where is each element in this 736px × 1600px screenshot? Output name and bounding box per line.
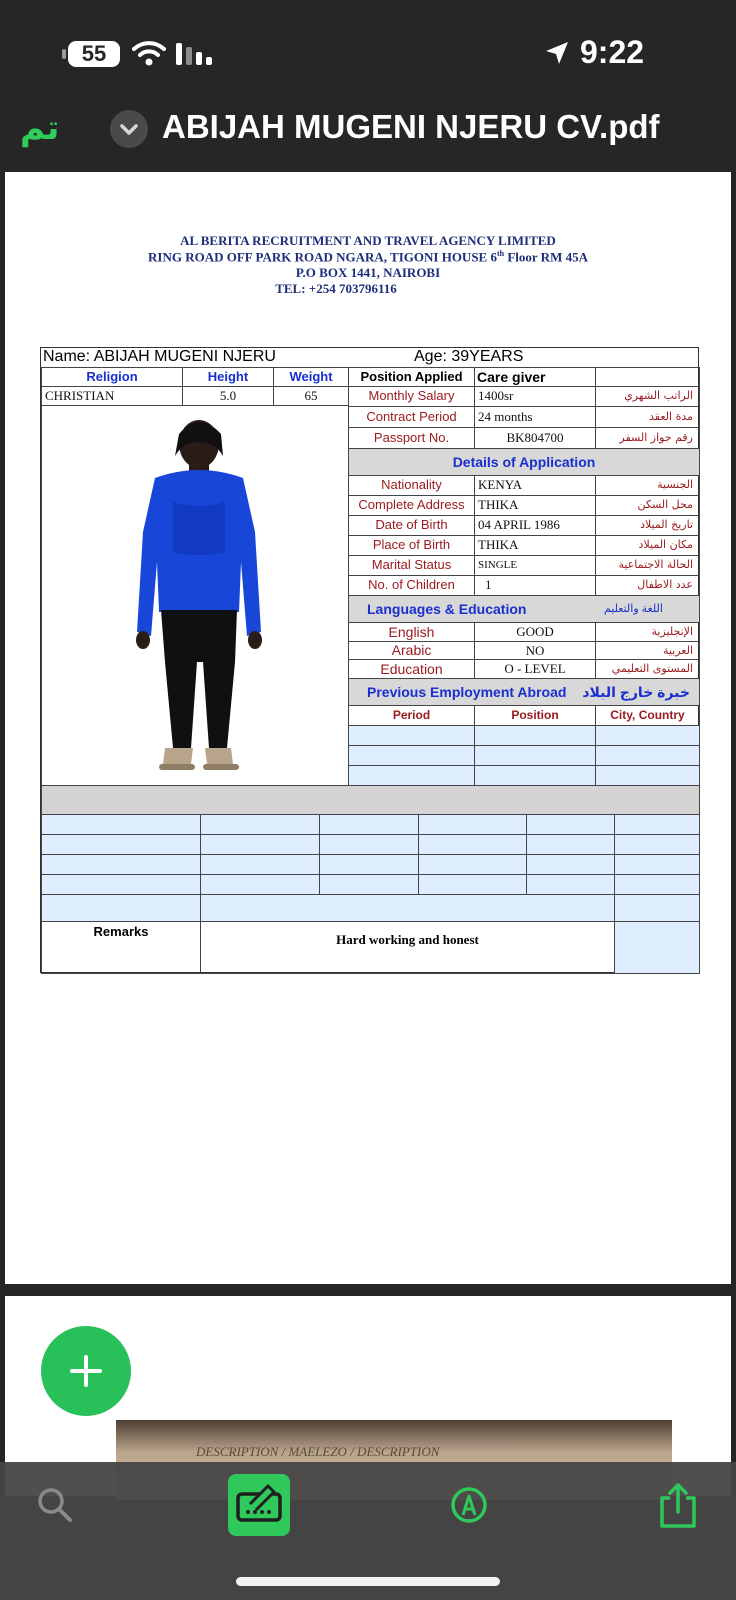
grid-cell xyxy=(614,834,700,855)
height-value: 5.0 xyxy=(182,386,274,406)
education-value: O - LEVEL xyxy=(474,659,596,679)
grid-cell xyxy=(418,834,527,855)
grid-cell xyxy=(319,854,419,875)
location-arrow-icon xyxy=(544,40,570,66)
grid-cell xyxy=(200,814,320,835)
grid-cell xyxy=(418,854,527,875)
arabic-label: Arabic xyxy=(348,641,475,660)
applicant-name: Name: ABIJAH MUGENI NJERU xyxy=(43,348,276,365)
arabic-arabic: العربية xyxy=(595,641,700,660)
previous-employment-text: Previous Employment Abroad xyxy=(367,684,567,700)
search-icon[interactable] xyxy=(36,1486,74,1524)
grid-cell xyxy=(418,874,527,895)
employment-cell xyxy=(595,725,700,746)
blank-cell xyxy=(595,367,700,387)
employment-cell xyxy=(595,765,700,786)
english-label: English xyxy=(348,622,475,642)
languages-header-text: Languages & Education xyxy=(367,601,527,617)
agency-pobox: P.O BOX 1441, NAIROBI xyxy=(295,265,441,280)
children-arabic: عدد الاطفال xyxy=(595,575,700,596)
grid-cell xyxy=(41,874,201,895)
employment-cell xyxy=(348,765,475,786)
keyboard-pencil-icon xyxy=(228,1474,290,1536)
previous-employment-arabic: خبرة خارج البلاد xyxy=(582,684,690,700)
signal-icon xyxy=(176,43,212,65)
marital-arabic: الحالة الاجتماعية xyxy=(595,555,700,576)
home-indicator[interactable] xyxy=(236,1577,500,1586)
applicant-age: Age: 39YEARS xyxy=(414,348,524,365)
languages-header-arabic: اللغة والتعليم xyxy=(604,603,663,615)
marital-label: Marital Status xyxy=(348,555,475,576)
english-value: GOOD xyxy=(474,622,596,642)
grid-cell xyxy=(319,834,419,855)
employment-cell xyxy=(595,745,700,766)
passport-arabic: رقم جواز السفر xyxy=(595,427,700,449)
status-time: 9:22 xyxy=(580,34,645,70)
chevron-down-icon xyxy=(110,110,148,148)
grid-cell xyxy=(200,894,615,922)
grid-cell xyxy=(200,834,320,855)
employment-cell xyxy=(474,745,596,766)
agency-phone: TEL: +254 703796116 xyxy=(275,281,397,296)
agency-name: AL BERITA RECRUITMENT AND TRAVEL AGENCY LIMITED xyxy=(180,233,556,248)
salary-arabic: الراتب الشهري xyxy=(595,386,700,407)
contract-value: 24 months xyxy=(474,406,596,428)
done-button[interactable]: تم xyxy=(20,108,60,148)
position-applied-label: Position Applied xyxy=(348,367,475,387)
grid-cell xyxy=(200,854,320,875)
document-title[interactable]: ABIJAH MUGENI NJERU CV.pdf xyxy=(162,108,660,145)
nationality-label: Nationality xyxy=(348,475,475,496)
pdf-page[interactable] xyxy=(5,172,731,1284)
english-arabic: الإنجليزية xyxy=(595,622,700,642)
employment-cell xyxy=(474,765,596,786)
pob-label: Place of Birth xyxy=(348,535,475,556)
battery-indicator: 55 xyxy=(68,41,120,67)
grid-cell xyxy=(614,814,700,835)
dob-label: Date of Birth xyxy=(348,515,475,536)
salary-label: Monthly Salary xyxy=(348,386,475,407)
nationality-arabic: الجنسية xyxy=(595,475,700,496)
grid-cell xyxy=(41,814,201,835)
employment-cell xyxy=(474,725,596,746)
pob-arabic: مكان الميلاد xyxy=(595,535,700,556)
employment-cell xyxy=(348,745,475,766)
grid-cell xyxy=(526,854,615,875)
nationality-value: KENYA xyxy=(474,475,596,496)
education-arabic: المستوى التعليمي xyxy=(595,659,700,679)
name-row xyxy=(41,348,700,368)
add-button[interactable] xyxy=(41,1326,131,1416)
markup-pen-icon[interactable] xyxy=(450,1486,488,1524)
grid-cell xyxy=(614,894,700,922)
remarks-value: Hard working and honest xyxy=(200,921,615,974)
religion-value: CHRISTIAN xyxy=(41,386,183,406)
weight-value: 65 xyxy=(273,386,349,406)
address-label: Complete Address xyxy=(348,495,475,516)
scanned-document-caption: DESCRIPTION / MAELEZO / DESCRIPTION xyxy=(196,1444,440,1459)
grid-cell xyxy=(319,814,419,835)
religion-header: Religion xyxy=(41,367,183,387)
passport-value: BK804700 xyxy=(474,427,596,449)
education-label: Education xyxy=(348,659,475,679)
wifi-icon xyxy=(132,40,166,66)
passport-label: Passport No. xyxy=(348,427,475,449)
salary-value: 1400sr xyxy=(474,386,596,407)
edit-button[interactable] xyxy=(228,1474,290,1536)
remarks-extra-cell xyxy=(614,921,700,974)
previous-employment-header xyxy=(348,678,700,706)
languages-section-header xyxy=(348,595,700,623)
status-bar xyxy=(0,0,736,100)
applicant-photo xyxy=(115,412,285,792)
grid-cell xyxy=(200,874,320,895)
dob-arabic: تاريخ الميلاد xyxy=(595,515,700,536)
grid-cell xyxy=(41,894,201,922)
grid-cell xyxy=(614,854,700,875)
grid-cell xyxy=(614,874,700,895)
grid-cell xyxy=(526,874,615,895)
arabic-value: NO xyxy=(474,641,596,660)
height-header: Height xyxy=(182,367,274,387)
title-menu-button[interactable] xyxy=(110,110,148,148)
grid-cell xyxy=(319,874,419,895)
share-icon[interactable] xyxy=(656,1482,700,1530)
position-column-header: Position xyxy=(474,705,596,726)
address-value: THIKA xyxy=(474,495,596,516)
children-value: 1 xyxy=(474,575,596,596)
contract-arabic: مدة العقد xyxy=(595,406,700,428)
period-column-header: Period xyxy=(348,705,475,726)
children-label: No. of Children xyxy=(348,575,475,596)
contract-label: Contract Period xyxy=(348,406,475,428)
dob-value: 04 APRIL 1986 xyxy=(474,515,596,536)
address-arabic: محل السكن xyxy=(595,495,700,516)
weight-header: Weight xyxy=(273,367,349,387)
remarks-label: Remarks xyxy=(41,921,201,974)
pob-value: THIKA xyxy=(474,535,596,556)
grid-cell xyxy=(41,834,201,855)
grid-cell xyxy=(526,814,615,835)
employment-cell xyxy=(348,725,475,746)
details-section-header: Details of Application xyxy=(348,448,700,476)
marital-value: SINGLE xyxy=(474,555,596,576)
grid-cell xyxy=(418,814,527,835)
agency-address: RING ROAD OFF PARK ROAD NGARA, TIGONI HOUSE 6th Floor RM 45A xyxy=(148,249,588,265)
grid-cell xyxy=(41,854,201,875)
grid-cell xyxy=(526,834,615,855)
position-applied-value: Care giver xyxy=(474,367,596,387)
city-column-header: City, Country xyxy=(595,705,700,726)
